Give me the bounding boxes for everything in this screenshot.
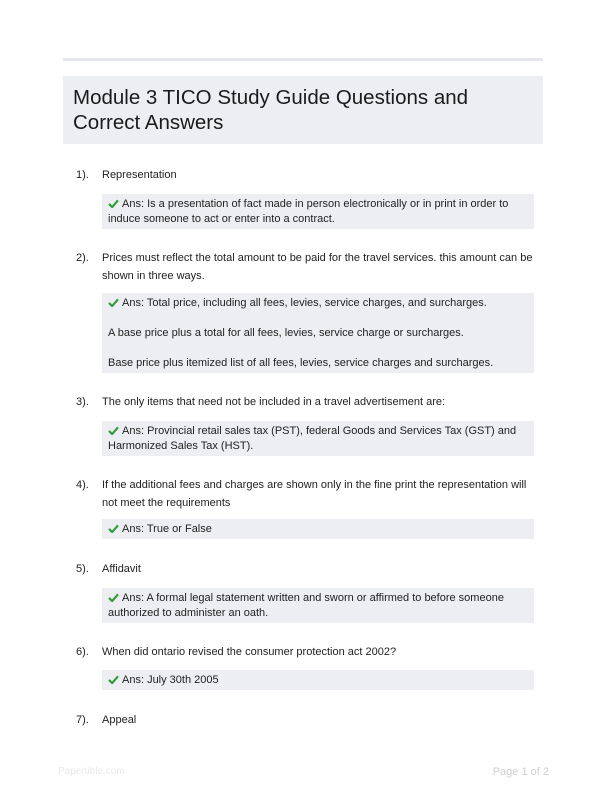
answer-box [102,588,534,623]
check-icon [108,524,119,533]
question-text: Affidavit [102,563,141,575]
answer-line: A base price plus a total for all fees, levies, service charge or surcharges. [108,327,464,339]
answer-box [102,670,534,690]
question-text: The only items that need not be included in a travel advertisement are: [102,396,446,408]
answer-box [102,293,534,373]
answer-box [102,421,534,456]
question-number: 6). [76,646,89,658]
question-number: 2). [76,252,89,264]
answer-line: Ans: Is a presentation of fact made in person electronically or in print in order to induce someone to act or enter into a contract. [108,198,509,225]
check-icon [108,593,119,602]
answer-line: Base price plus itemized list of all fees, levies, service charges and surcharges. [108,357,494,369]
answer-box [102,519,534,539]
question-number: 7). [76,714,89,726]
footer-watermark: Papertible.com [58,766,125,777]
question-number: 1). [76,169,89,181]
title-banner [63,76,543,144]
answer-box [102,194,534,229]
header-divider [63,58,543,61]
answer-line: Ans: July 30th 2005 [108,673,528,688]
check-icon [108,199,119,208]
question-text: When did ontario revised the consumer protection act 2002? [102,646,397,658]
question-text: Appeal [102,714,137,726]
check-icon [108,298,119,307]
page-title: Module 3 TICO Study Guide Questions and Correct Answers [73,86,469,134]
page-number: Page 1 of 2 [492,766,549,778]
question-text: Representation [102,169,177,181]
question-number: 5). [76,563,89,575]
answer-line: Ans: True or False [108,522,528,537]
question-text: If the additional fees and charges are shown only in the fine print the representation will not meet the requirements [102,479,527,509]
question-number: 4). [76,479,89,491]
check-icon [108,426,119,435]
question-number: 3). [76,396,89,408]
check-icon [108,675,119,684]
answer-line: Ans: Total price, including all fees, levies, service charges, and surcharges. [108,296,528,311]
answer-line: Ans: A formal legal statement written and sworn or affirmed to before someone authorized to administer an oath. [108,592,504,619]
question-text: Prices must reflect the total amount to be paid for the travel services. this amount can be shown in three ways. [102,252,533,282]
answer-line: Ans: Provincial retail sales tax (PST), federal Goods and Services Tax (GST) and Harmonized Sales Tax (HST). [108,425,517,452]
